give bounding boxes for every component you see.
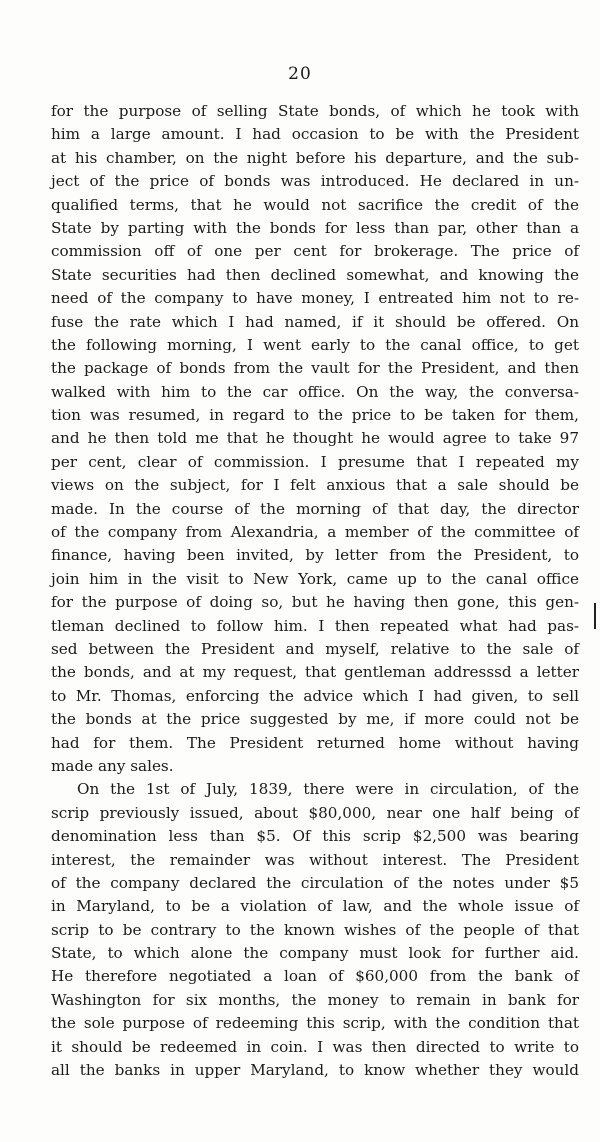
text-line: had for them. The President returned home without having: [51, 733, 579, 752]
text-line: fuse the rate which I had named, if it should be offered. On: [51, 312, 579, 331]
text-line: the package of bonds from the vault for the President, and then: [51, 359, 579, 378]
text-line: State by parting with the bonds for less than par, other than a: [51, 218, 579, 237]
paragraph-end-line: made any sales.: [51, 756, 174, 775]
text-line: for the purpose of selling State bonds, of which he took with: [51, 102, 579, 120]
text-line: him a large amount. I had occasion to be with the President: [51, 125, 579, 144]
text-line: of the company from Alexandria, a member of the committee of: [51, 523, 579, 542]
text-line: interest, the remainder was without interest. The President: [51, 850, 579, 869]
paragraph-start-line: On the 1st of July, 1839, there were in circulation, of the: [77, 780, 579, 799]
text-line: and he then told me that he thought he would agree to take 97: [51, 429, 579, 448]
text-line: ject of the price of bonds was introduced. He declared in un-: [51, 172, 579, 191]
text-line: for the purpose of doing so, but he having then gone, this gen-: [51, 593, 579, 612]
page-number: 20: [288, 64, 312, 84]
text-line: walked with him to the car office. On the way, the conversa-: [51, 382, 579, 401]
text-line: in Maryland, to be a violation of law, and the whole issue of: [51, 897, 579, 916]
text-line: State, to which alone the company must look for further aid.: [51, 944, 579, 963]
text-line: per cent, clear of commission. I presume that I repeated my: [51, 452, 579, 471]
text-line: it should be redeemed in coin. I was then directed to write to: [51, 1037, 579, 1056]
text-line: of the company declared the circulation of the notes under $5: [51, 873, 579, 892]
text-line: at his chamber, on the night before his departure, and the sub-: [51, 148, 579, 167]
text-line: sed between the President and myself, relative to the sale of: [51, 639, 579, 658]
text-line: tion was resumed, in regard to the price to be taken for them,: [51, 406, 579, 425]
text-line: join him in the visit to New York, came up to the canal office: [51, 569, 579, 588]
text-line: the following morning, I went early to the canal office, to get: [51, 335, 579, 354]
text-line: tleman declined to follow him. I then repeated what had pas-: [51, 616, 579, 635]
text-line: the sole purpose of redeeming this scrip, with the condition that: [51, 1014, 579, 1033]
text-line: the bonds, and at my request, that gentleman addresssd a letter: [51, 663, 579, 682]
text-line: need of the company to have money, I entreated him not to re-: [51, 289, 579, 308]
text-line: commission off of one per cent for brokerage. The price of: [51, 242, 579, 261]
margin-ink-mark: [594, 603, 596, 629]
text-line: State securities had then declined somewhat, and knowing the: [51, 265, 579, 284]
text-line: all the banks in upper Maryland, to know whether they would: [51, 1061, 579, 1080]
text-line: the bonds at the price suggested by me, if more could not be: [51, 710, 579, 729]
text-line: finance, having been invited, by letter from the President, to: [51, 546, 579, 565]
text-line: to Mr. Thomas, enforcing the advice which I had given, to sell: [51, 686, 579, 705]
text-line: made. In the course of the morning of that day, the director: [51, 499, 579, 518]
text-line: scrip to be contrary to the known wishes of the people of that: [51, 920, 579, 939]
text-line: He therefore negotiated a loan of $60,000 from the bank of: [51, 967, 579, 986]
text-line: scrip previously issued, about $80,000, near one half being of: [51, 803, 579, 822]
text-line: qualified terms, that he would not sacrifice the credit of the: [51, 195, 579, 214]
text-line: views on the subject, for I felt anxious that a sale should be: [51, 476, 579, 495]
body-text: [51, 100, 579, 1082]
text-line: denomination less than $5. Of this scrip $2,500 was bearing: [51, 827, 579, 846]
text-line: Washington for six months, the money to remain in bank for: [51, 990, 579, 1009]
